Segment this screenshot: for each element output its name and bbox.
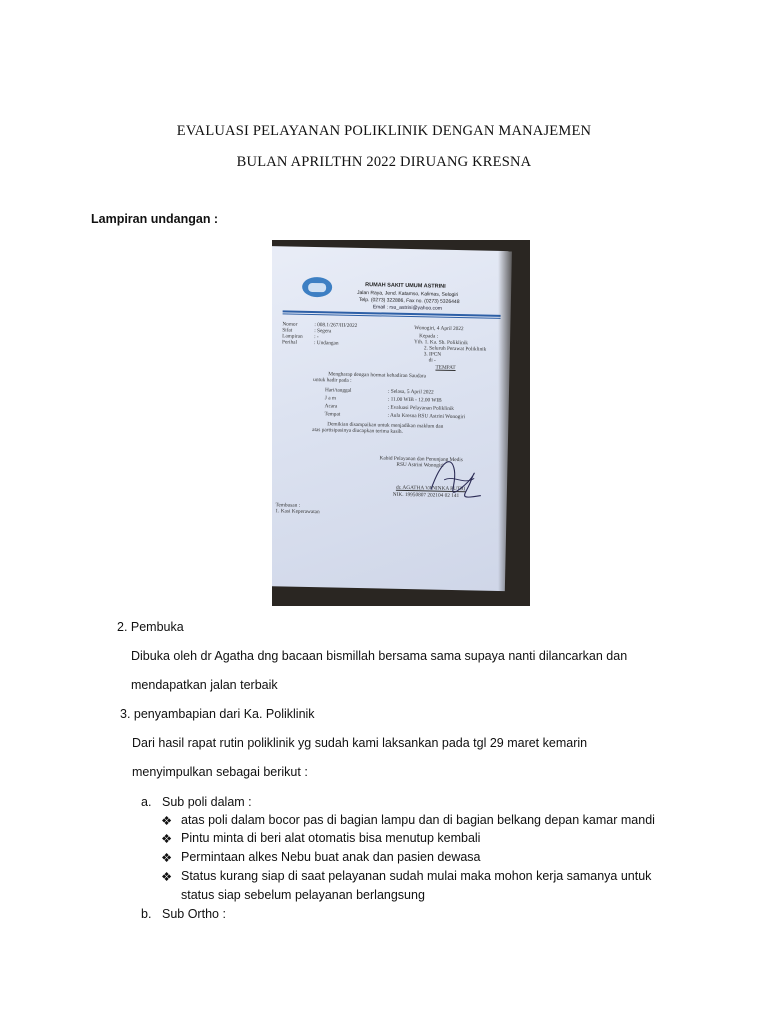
letter-acara-value: : Evaluasi Pelayanan Poliklinik	[387, 404, 455, 412]
letter-lampiran-value: : -	[314, 334, 319, 341]
signature-icon	[426, 449, 487, 505]
letter-sifat-label: Sifat	[282, 327, 293, 334]
letter-address: Jalan Raya, Jend. Katamso, Kalimas, Selogiri	[356, 289, 459, 299]
document-title-line-2: BULAN APRILTHN 2022 DIRUANG KRESNA	[236, 154, 532, 170]
letter-body-2: untuk hadir pada :	[313, 377, 352, 384]
letter-nomor-value: : 008.1/267/III/2022	[314, 322, 358, 329]
document-title-line-1: EVALUASI PELAYANAN POLIKLINIK DENGAN MANAJEMEN	[176, 123, 592, 139]
letter-signer-title-2: RSU Astrini Wonogiri	[396, 461, 444, 469]
photo-edge-shadow	[498, 240, 530, 606]
letter-body-1: Mengharap dengan hormat kehadiran Saudara	[328, 371, 427, 380]
letter-di: di -	[428, 357, 436, 364]
letter-tempat: TEMPAT	[435, 364, 456, 371]
bullet-glyph-4: ❖	[161, 870, 173, 884]
sub-a-bullet-4-continued: status siap sebelum pelayanan berlangsung	[181, 888, 425, 902]
letter-lampiran-label: Lampiran	[282, 333, 303, 340]
letter-nomor-label: Nomor	[282, 321, 298, 328]
bullet-glyph-3: ❖	[161, 851, 173, 865]
section-3-heading: 3. penyambapian dari Ka. Poliklinik	[120, 707, 315, 721]
letter-jam-label: J a m	[324, 395, 337, 402]
letter-recipient-1: Yth. 1. Ka. Sb. Poliklinik	[413, 339, 468, 347]
bullet-glyph-2: ❖	[161, 832, 173, 846]
letter-kepada: Kepada :	[419, 333, 439, 340]
sub-a-bullet-2: Pintu minta di beri alat otomatis bisa menutup kembali	[181, 831, 481, 845]
letter-tembusan-1: 1. Kasi Keperawatan	[275, 508, 320, 516]
lampiran-label: Lampiran undangan :	[91, 212, 219, 226]
sub-a-bullet-1: atas poli dalam bocor pas di bagian lampu dan di bagian belkang depan kamar mandi	[181, 813, 655, 827]
letter-closing-2: atas partisipasinya diucapkan terima kasih.	[312, 427, 403, 435]
letter-signer-nik: NIK. 19950807 202104 02 141	[392, 491, 460, 500]
letter-tempat-value: : Aula Kresna RSU Astrini Wonogiri	[387, 412, 466, 421]
section-3-line-2: menyimpulkan sebagai berikut :	[132, 765, 308, 779]
letter-jam-value: : 11.00 WIB - 12.00 WIB	[387, 396, 442, 404]
hospital-logo-icon	[302, 277, 332, 298]
sub-a-marker: a.	[141, 795, 152, 809]
bullet-glyph-1: ❖	[161, 814, 173, 828]
sub-a-label: Sub poli dalam :	[162, 795, 252, 809]
letter-phone: Telp. (0273) 322886, Fax no. (0273) 5326448	[358, 296, 460, 306]
letter-hari-label: Hari/tanggal	[324, 387, 352, 394]
letter-acara-label: Acara	[324, 403, 338, 410]
section-2-line-2: mendapatkan jalan terbaik	[131, 678, 278, 692]
letter-email: Email : rsu_astrini@yahoo.com	[372, 304, 443, 312]
letter-tembusan: Tembusan :	[275, 502, 301, 509]
section-3-line-1: Dari hasil rapat rutin poliklinik yg sudah kami laksankan pada tgl 29 maret kemarin	[132, 736, 588, 750]
sub-b-marker: b.	[141, 907, 152, 921]
letter-signer-name: dr. AGATHA VANINKA PUTRI	[395, 484, 466, 493]
section-2-line-1: Dibuka oleh dr Agatha dng bacaan bismillah bersama sama supaya nanti dilancarkan dan	[131, 649, 628, 663]
letter-recipient-3: 3. IPCN	[423, 351, 442, 358]
letter-perihal-label: Perihal	[281, 339, 298, 346]
letter-hari-value: : Selasa, 5 April 2022	[387, 388, 434, 396]
letter-recipient-2: 2. Seluruh Perawat Poliklinik	[423, 345, 487, 353]
invitation-letter-photo	[272, 240, 530, 606]
sub-b-label: Sub Ortho :	[162, 907, 226, 921]
letter-sifat-value: : Segera	[314, 328, 332, 335]
letter-signer-title-1: Kabid Pelayanan dan Penunjang Medis	[379, 455, 463, 464]
section-2-heading: 2. Pembuka	[117, 620, 184, 634]
letter-hospital-name: RUMAH SAKIT UMUM ASTRINI	[365, 282, 446, 290]
sub-a-bullet-3: Permintaan alkes Nebu buat anak dan pasien dewasa	[181, 850, 481, 864]
letter-tempat-label: Tempat	[324, 411, 341, 418]
letter-date: Wonogiri, 4 April 2022	[414, 325, 464, 333]
letter-paper	[272, 246, 512, 591]
sub-a-bullet-4: Status kurang siap di saat pelayanan sudah mulai maka mohon kerja samanya untuk	[181, 869, 652, 883]
letter-perihal-value: : Undangan	[313, 340, 339, 347]
letter-closing-1: Demikian disampaikan untuk menjadikan maklum dan	[327, 421, 444, 430]
